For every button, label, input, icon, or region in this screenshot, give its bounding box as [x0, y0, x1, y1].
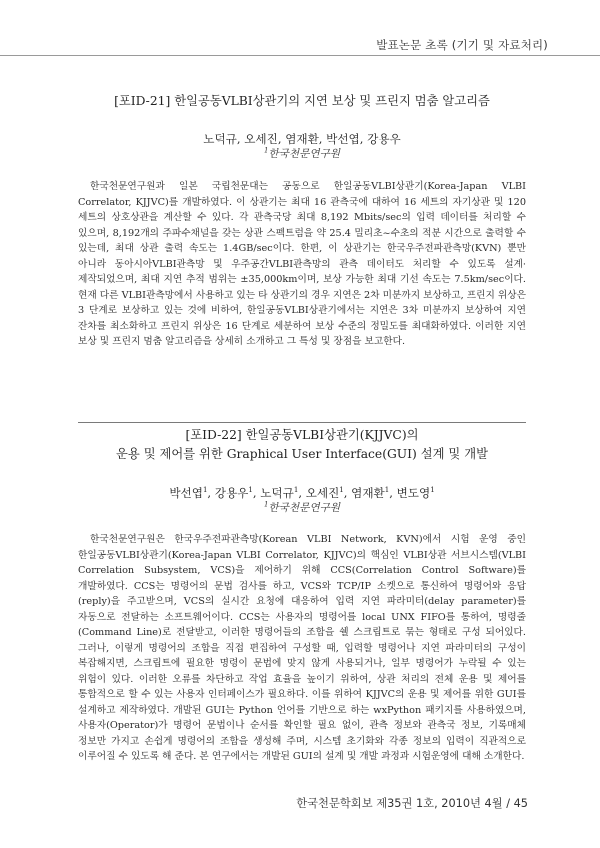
affiliation-mark: 1: [263, 146, 269, 155]
affiliation-name: 한국천문연구원: [268, 148, 341, 160]
author-separator: ,: [252, 486, 261, 500]
author-name: 오세진: [305, 486, 340, 500]
author-name: 노덕규: [260, 486, 294, 500]
abstract-title-line-1: [포ID-21] 한일공동VLBI상관기의 지연 보상 및 프린지 멈춤 알고리즘: [114, 94, 490, 108]
author-list: 노덕규, 오세진, 염재환, 박선엽, 강용우: [203, 132, 401, 146]
abstract-entry-2: [78, 426, 526, 765]
author-affiliation-mark: 1: [202, 486, 208, 495]
author-name: 강용우: [214, 486, 249, 500]
affiliation-mark: 1: [263, 500, 269, 509]
abstract-body: 한국천문연구원과 일본 국립천문대는 공동으로 한일공동VLBI상관기(Korea-Japan VLBI Correlator, KJJVC)를 개발하였다. 이 상관기는 최대 16 관측국에 대하여 16 세트의 자기상관 및 120 세트의 상호상관을 계산할 수 있다. 각 관측국당 최대 8,192 Mbits/sec의 입력 데이터를 처리할 수 있으며, 8,192개의 주파수채널을 갖는 상관 스펙트럼을 약 25.4 밀리초~수초의 적분 시간으로 출력할 수 있는데, 최대 상관 출력 속도는 1.4GB/sec이다. 한편, 이 상관기는 한국우주전파관측망(KVN) 뿐만 아니라 동아시아VLBI관측망 및 우주공간VLBI관측망의 관측 데이터도 처리할 수 있도록 설계·제작되었으며, 최대 지연 추적 범위는 ±35,000km이며, 보상 가능한 최대 기선 속도는 7.5km/sec이다. 현재 다른 VLBI관측망에서 사용하고 있는 타 상관기의 경우 지연은 2차 미분까지 보상하고, 프린지 위상은 3 단계로 보상하고 있는 것에 비하여, 한일공동VLBI상관기에서는 지연은 3차 미분까지 보상하여 지연 잔차를 최소화하고 프린지 위상은 16 단계로 세분하여 보상 수준의 정밀도를 최대화하였다. 이러한 지연 보상 및 프린지 멈춤 알고리즘을 상세히 소개하고 그 특성 및 장점을 보고한다.: [78, 181, 526, 347]
author-name: 박선엽: [169, 486, 203, 500]
author-affiliation-mark: 1: [248, 486, 253, 495]
running-header-title: 발표논문 초록 (기기 및 자료처리): [376, 38, 548, 52]
abstract-title: [78, 426, 526, 464]
author-affiliation-mark: 1: [293, 486, 299, 495]
author-affiliation-mark: 1: [430, 486, 435, 495]
abstract-title: [78, 92, 526, 111]
header-rule: [0, 55, 600, 56]
abstract-title-line-2: 운용 및 제어를 위한 Graphical User Interface(GUI) 설계 및 개발: [116, 447, 488, 461]
author-affiliation-mark: 1: [339, 486, 344, 495]
abstract-body: 한국천문연구원은 한국우주전파관측망(Korean VLBI Network, KVN)에서 시험 운영 중인 한일공동VLBI상관기(Korea-Japan VLBI Correlator, KJJVC)의 핵심인 VLBI상관 서브시스템(VLBI Correlation Subsystem, VCS)을 제어하기 위해 CCS(Correlation Control Software)를 개발하였다. CCS는 명령어의 문법 검사를 하고, VCS와 TCP/IP 소켓으로 통신하여 명령어와 응답(reply)을 주고받으며, VCS의 실시간 요청에 대응하여 입력 지연 파라미터(delay parameter)를 자동으로 전달하는 소프트웨어이다. CCS는 사용자의 명령어를 local UNX FIFO를 통하여, 명령줄(Command Line)로 전달받고, 이러한 명령어들의 조합을 쉘 스크립트로 묶는 형태로 구성 되어있다. 그러나, 이렇게 명령어의 조합을 직접 편집하여 구성할 때, 입력할 명령어나 지연 파라미터의 구성이 복잡해지면, 스크립트에 필요한 명령이 문법에 맞지 않게 사용되거나, 일부 명령어가 누락될 수 있는 위험이 있다. 이러한 오류를 차단하고 작업 효율을 높이기 위하여, 상관 처리의 전체 운용 및 제어를 통합적으로 할 수 있는 사용자 인터페이스가 필요하다. 이를 위하여 KJJVC의 운용 및 제어를 위한 GUI를 설계하고 제작하였다. 개발된 GUI는 Python 언어를 기반으로 하는 wxPython 패키지를 사용하였으며, 사용자(Operator)가 명령어 문법이나 순서를 확인할 필요 없이, 관측 정보와 관측국 정보, 기록매체 정보만 가지고 손쉽게 명령어의 조합을 생성해 주며, 시스템 초기화와 각종 정보의 입력이 직관적으로 이루어질 수 있도록 해 준다. 본 연구에서는 개발된 GUI의 설계 및 개발 과정과 시험운영에 대해 소개한다.: [78, 534, 526, 762]
running-header: [0, 0, 600, 56]
author-separator: ,: [207, 486, 215, 500]
author-separator: ,: [389, 486, 397, 500]
author-name: 염재환: [351, 486, 385, 500]
author-separator: ,: [298, 486, 306, 500]
abstract-entry-1: [78, 92, 526, 350]
author-separator: ,: [343, 486, 352, 500]
affiliation-name: 한국천문연구원: [268, 502, 341, 514]
affiliation: [78, 147, 526, 161]
author-name: 변도영: [396, 486, 431, 500]
page-footer: 한국천문학회보 제35권 1호, 2010년 4월 / 45: [296, 797, 528, 810]
abstract-title-line-1: [포ID-22] 한일공동VLBI상관기(KJJVC)의: [185, 428, 419, 442]
affiliation: [78, 501, 526, 515]
section-divider: [78, 422, 526, 423]
author-affiliation-mark: 1: [384, 486, 390, 495]
author-list: [78, 485, 526, 501]
